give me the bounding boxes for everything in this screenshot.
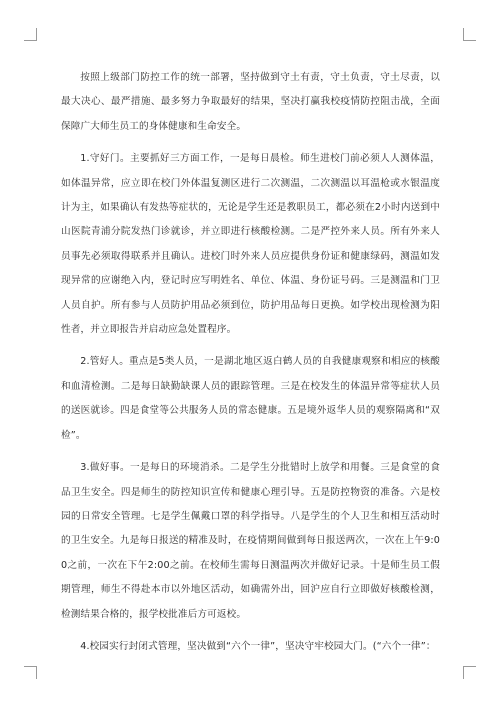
paragraph-intro: 按照上级部门防控工作的统一部署，坚持做到守土有责，守土负责，守土尽责，以最大决心、最严措施、最多努力争取最好的结果，坚决打赢我校疫情防控阻击战，全面保障广大师生员工的身体健康和生命安全。 [61, 72, 440, 132]
paragraph-manage-people: 2.管好人。重点是5类人员，一是湖北地区返白鹤人员的自我健康观察和相应的核酸和血清检测。二是每日缺勤缺课人员的跟踪管理。三是在校发生的体温异常等症状人员的送医就诊。四是食堂等公共服务人员的常态健康。五是境外返华人员的观察隔离和“双检”。 [61, 356, 440, 441]
paragraph-guard-gate: 1.守好门。主要抓好三方面工作，一是每日晨检。师生进校门前必须人人测体温，如体温异常，应立即在校门外体温复测区进行二次测温，二次测温以耳温枪或水银温度计为主，如果确认有发热等症状的，无论是学生还是教职员工，都必须在2小时内送到中山医院青浦分院发热门诊就诊，并立即进行核酸检测。二是严控外来人员。所有外来人员事先必须取得联系并且确认。进校门时外来人员应提供身份证和健康绿码，测温如发现异常的应谢绝入内，登记时应写明姓名、单位、体温、身份证号码。三是测温和门卫人员自护。所有参与人员防护用品必须到位，防护用品每日更换。如学校出现检测为阳性者，并立即报告并启动应急处置程序。 [61, 153, 440, 336]
crop-mark-top-left [24, 28, 37, 41]
paragraph-do-things-well: 3.做好事。一是每日的环境消杀。二是学生分批错时上放学和用餐。三是食堂的食品卫生安全。四是师生的防控知识宣传和健康心理引导。五是防控物资的准备。六是校园的日常安全管理。七是学生佩戴口罩的科学指导。八是学生的个人卫生和相互活动时的卫生安全。九是每日报送的精准及时，在疫情期间做到每日报送两次，一次在上午9:00之前，一次在下午2:00之前。在校师生需每日测温两次并做好记录。十是师生员工假期管理，师生不得赴本市以外地区活动，如确需外出，回沪应自行立即做好核酸检测，检测结果合格的，报学校批准后方可返校。 [61, 462, 440, 620]
crop-mark-bottom-left [24, 666, 37, 679]
paragraph-closed-campus: 4.校园实行封闭式管理，坚决做到“六个一律”，坚决守牢校园大门。(“六个一律”： [80, 640, 436, 652]
crop-mark-bottom-right [463, 666, 476, 679]
crop-mark-top-right [463, 28, 476, 41]
document-body [61, 66, 440, 659]
